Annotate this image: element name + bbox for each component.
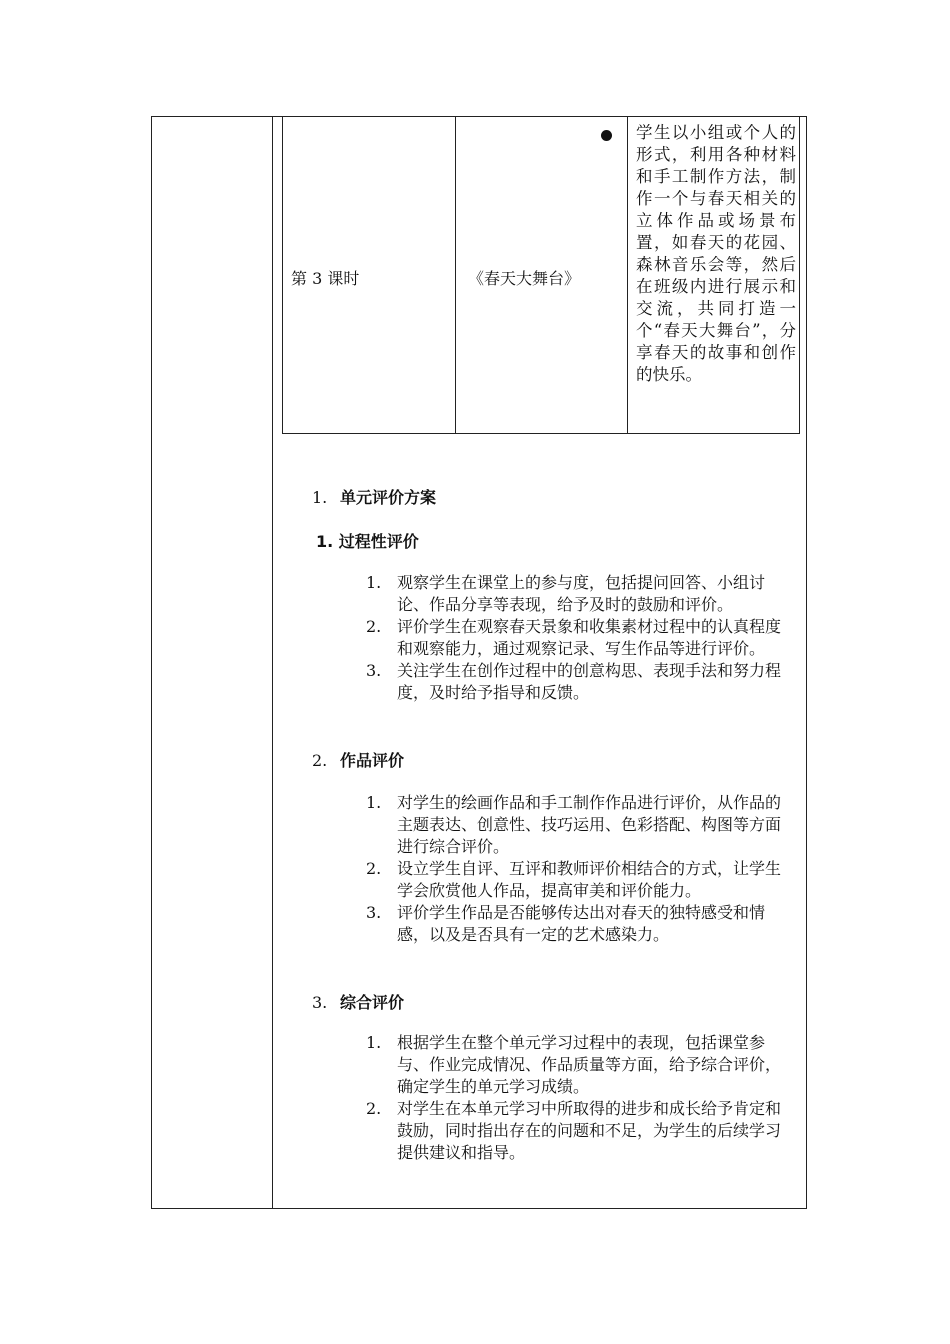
list-item: 3. 评价学生作品是否能够传达出对春天的独特感受和情感，以及是否具有一定的艺术感染力。 (366, 903, 766, 944)
list-item: 1. 对学生的绘画作品和手工制作作品进行评价，从作品的主题表达、创意性、技巧运用、色彩搭配、构图等方面进行综合评价。 (366, 793, 782, 856)
bullet-icon (601, 130, 612, 141)
cell-divider-1 (455, 116, 456, 433)
work-eval-list (366, 792, 786, 946)
section-heading-1: 1. 单元评价方案 (312, 488, 437, 507)
lesson-description: 学生以小组或个人的形式，利用各种材料和手工制作方法，制作一个与春天相关的立体作品或场景布置，如春天的花园、森林音乐会等，然后在班级内进行展示和交流，共同打造一个“春天大舞台”，分享春天的故事和创作的快乐。 (636, 123, 796, 384)
column-divider (272, 116, 273, 1209)
section-heading-3: 3. 综合评价 (312, 993, 405, 1012)
lesson-number: 第 3 课时 (291, 269, 360, 288)
list-item: 2. 评价学生在观察春天景象和收集素材过程中的认真程度和观察能力，通过观察记录、写生作品等进行评价。 (366, 617, 782, 658)
sub-heading-process: 1. 过程性评价 (316, 532, 419, 551)
lesson-title: 《春天大舞台》 (468, 269, 581, 288)
overall-eval-list (366, 1032, 786, 1164)
lesson-table (282, 116, 800, 434)
list-item: 1. 观察学生在课堂上的参与度，包括提问回答、小组讨论、作品分享等表现，给予及时的鼓励和评价。 (366, 573, 766, 614)
list-item: 2. 设立学生自评、互评和教师评价相结合的方式，让学生学会欣赏他人作品，提高审美和评价能力。 (366, 859, 782, 900)
list-item: 2. 对学生在本单元学习中所取得的进步和成长给予肯定和鼓励，同时指出存在的问题和不足，为学生的后续学习提供建议和指导。 (366, 1099, 782, 1162)
list-item: 1. 根据学生在整个单元学习过程中的表现，包括课堂参与、作业完成情况、作品质量等方面，给予综合评价，确定学生的单元学习成绩。 (366, 1033, 782, 1096)
section-heading-2: 2. 作品评价 (312, 751, 405, 770)
process-eval-list (366, 572, 786, 704)
list-item: 3. 关注学生在创作过程中的创意构思、表现手法和努力程度，及时给予指导和反馈。 (366, 661, 782, 702)
cell-divider-2 (627, 116, 628, 433)
